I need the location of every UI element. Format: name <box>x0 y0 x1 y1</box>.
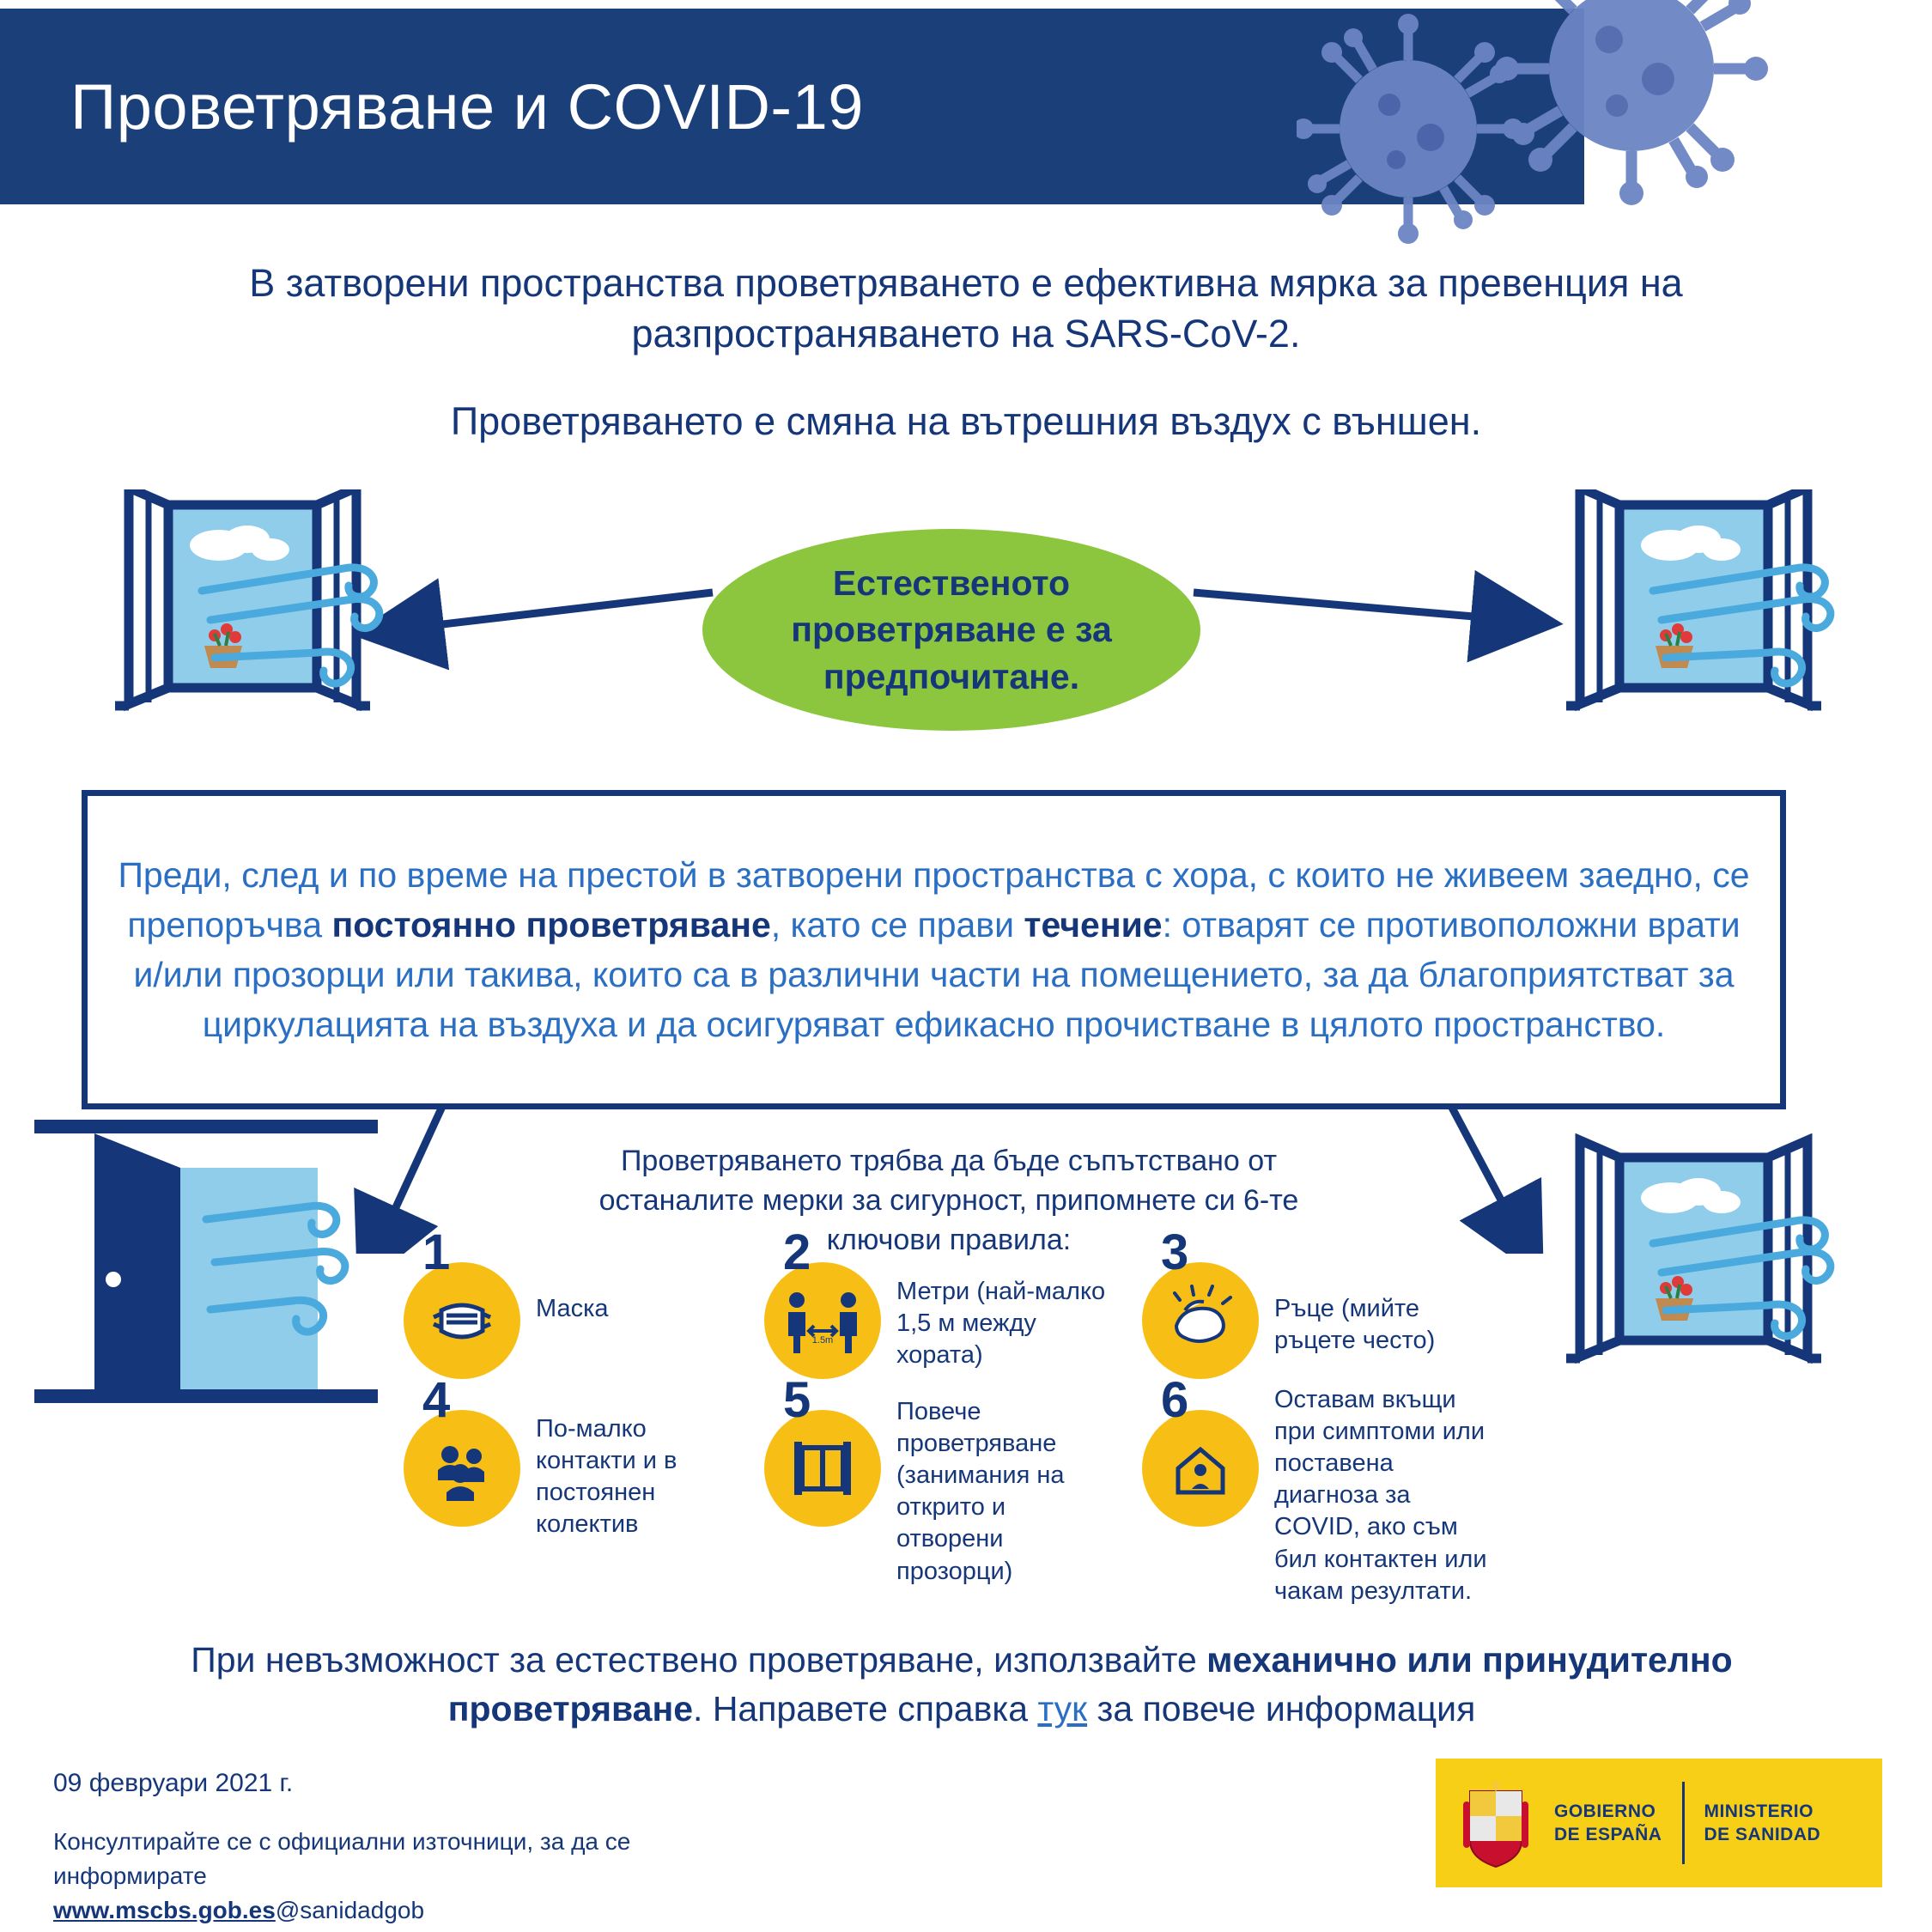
rule-number-3: 3 <box>1161 1224 1189 1280</box>
footer-note-text: Консултирайте се с официални източници, за да се информирате <box>53 1828 631 1889</box>
bottom-bold-1: механично или принудително проветряване <box>447 1640 1733 1728</box>
window-icon <box>783 1429 862 1508</box>
footer-handle: @sanidadgob <box>275 1896 425 1923</box>
rule-text-2: Метри (най-малко 1,5 м между хората) <box>896 1278 1106 1370</box>
callout-text: Естественото проветряване е за предпочитане. <box>791 562 1112 696</box>
bottom-part-2: . Направете справка <box>693 1688 1038 1728</box>
mask-icon <box>422 1281 501 1360</box>
open-window-icon <box>1511 1133 1872 1408</box>
callout-natural-ventilation <box>702 529 1200 731</box>
footer-site-link[interactable]: www.mscbs.gob.es <box>53 1896 276 1923</box>
rule-text-5: Повече проветряване (занимания на открито и отворени прозорци) <box>896 1398 1065 1585</box>
key-rules-row-1 <box>404 1224 1520 1379</box>
ministerio-line-2: DE SANIDAD <box>1704 1825 1821 1844</box>
open-window-icon <box>60 489 421 747</box>
key-rules-list <box>404 1224 1520 1607</box>
stay-home-icon <box>1161 1429 1240 1508</box>
intro-line-1: В затворени пространства проветряването е ефективна мярка за превенция на разпространяването на SARS-CoV-2. <box>249 261 1683 356</box>
gobierno-line-2: DE ESPAÑA <box>1554 1825 1662 1844</box>
ministerio-line-1: MINISTERIO <box>1704 1801 1814 1821</box>
distance-icon <box>780 1281 866 1360</box>
rule-text-6: Оставам вкъщи при симптоми или поставена диагноза за COVID, ако съм бил контактен или чакам резултати. <box>1274 1386 1487 1605</box>
gobierno-line-1: GOBIERNO <box>1554 1801 1656 1821</box>
box-part-1: Преди, след и по време на престой в затворени пространства с хора, с които не живеем заедно, се препоръчва <box>118 854 1750 945</box>
logo-divider <box>1682 1782 1685 1864</box>
rule-number-5: 5 <box>783 1372 811 1428</box>
open-door-icon <box>34 1116 395 1425</box>
rule-number-1: 1 <box>422 1224 451 1280</box>
bottom-part-1: При невъзможност за естествено проветряване, използвайте <box>191 1640 1207 1680</box>
intro-line-2: Проветряването е смяна на вътрешния въздух с външен. <box>450 398 1482 443</box>
rule-item-2 <box>764 1224 1142 1379</box>
bottom-part-3: за повече информация <box>1087 1688 1476 1728</box>
rule-item-3 <box>1142 1224 1503 1379</box>
main-recommendation-text <box>88 850 1780 1050</box>
rule-badge-2 <box>764 1224 881 1379</box>
people-group-icon <box>421 1429 503 1508</box>
mechanical-ventilation-note <box>99 1636 1825 1733</box>
key-rules-row-2 <box>404 1372 1520 1607</box>
rule-badge-4 <box>404 1372 520 1527</box>
intro-text <box>146 258 1786 447</box>
footer-date: 09 февруари 2021 г. <box>53 1769 294 1797</box>
rule-number-6: 6 <box>1161 1372 1189 1428</box>
rule-item-4 <box>404 1372 764 1607</box>
box-bold-2: течение <box>1024 904 1163 945</box>
ministerio-label <box>1704 1800 1820 1847</box>
gobierno-label <box>1554 1800 1662 1847</box>
rule-item-6 <box>1142 1372 1503 1607</box>
rule-text-1: Маска <box>536 1295 609 1322</box>
box-bold-1: постоянно проветряване <box>331 904 771 945</box>
box-part-3: : отварят се противоположни врати и/или прозорци или такива, които са в различни части на помещението, за да благоприятстват за циркулацията на въздуха и да осигуряват ефикасно прочистване в цялото пространство. <box>133 904 1741 1045</box>
more-info-link[interactable]: тук <box>1037 1688 1088 1728</box>
hands-washing-icon <box>1159 1281 1242 1360</box>
rule-item-5 <box>764 1372 1142 1607</box>
box-part-2: , като се прави <box>770 904 1024 945</box>
rule-text-4: По-малко контакти и в постоянен колектив <box>536 1415 677 1539</box>
measures-intro-text: Проветряването трябва да бъде съпътствано от останалите мерки за сигурност, припомнете си 6-те ключови правила: <box>598 1145 1299 1256</box>
spain-coat-of-arms-icon <box>1455 1776 1537 1870</box>
main-recommendation-box <box>82 790 1786 1109</box>
rule-badge-6 <box>1142 1372 1259 1527</box>
rule-item-1 <box>404 1224 764 1379</box>
rule-text-3: Ръце (мийте ръцете често) <box>1274 1295 1436 1355</box>
rule-badge-3 <box>1142 1224 1259 1379</box>
rule-number-2: 2 <box>783 1224 811 1280</box>
footer-note <box>53 1825 740 1927</box>
rule-badge-1 <box>404 1224 520 1379</box>
svg-text:1.5m: 1.5m <box>811 1335 834 1346</box>
page-title: Проветряване и COVID-19 <box>70 70 864 143</box>
rule-badge-5 <box>764 1372 881 1527</box>
rule-number-4: 4 <box>422 1372 451 1428</box>
open-window-icon <box>1511 489 1872 747</box>
government-logo <box>1436 1759 1882 1887</box>
coronavirus-icon <box>1297 0 1915 266</box>
